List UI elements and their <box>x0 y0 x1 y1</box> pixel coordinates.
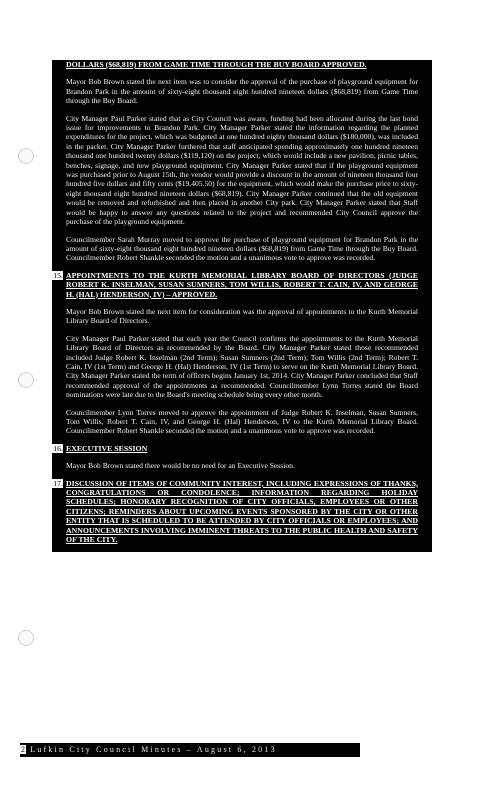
page-footer <box>20 743 360 757</box>
punch-hole-bottom <box>18 630 34 646</box>
item-16-heading <box>53 443 418 453</box>
item-15-number: 15. <box>47 271 63 280</box>
footer-text: Lufkin City Council Minutes – August 6, 2013 <box>30 745 277 754</box>
punch-hole-top <box>18 148 34 164</box>
item-14-paragraph: Councilmember Sarah Murray moved to approve the purchase of playground equipment for Brandon Park in the amount of sixty-eight thousand eight hundred nineteen dollars ($68,819) from Game Time through the Buy Board. Councilmember Robert Shankle seconded the motion and a unanimous vote to approve was recorded. <box>66 234 418 263</box>
item-17-title: DISCUSSION OF ITEMS OF COMMUNITY INTEREST, INCLUDING EXPRESSIONS OF THANKS, CONGRATULATIONS OR CONDOLENCE; INFORMATION REGARDING HOLIDAY SCHEDULES; HONORARY RECOGNITION OF CITY OFFICIALS, EMPLOYEES OR OTHER CITIZENS; REMINDERS ABOUT UPCOMING EVENTS SPONSORED BY THE CITY OR OTHER ENTITY THAT IS SCHEDULED TO BE ATTENDED BY CITY OFFICIALS OR EMPLOYEES; AND ANNOUNCEMENTS INVOLVING IMMINENT THREATS TO THE PUBLIC HEALTH AND SAFETY OF THE CITY. <box>66 478 418 545</box>
item-15-paragraph: Mayor Bob Brown stated the next item for consideration was the approval of appointments to the Kurth Memorial Library Board of Directors. <box>66 306 418 326</box>
item-15-title: APPOINTMENTS TO THE KURTH MEMORIAL LIBRARY BOARD OF DIRECTORS (JUDGE ROBERT K. INSELMAN, SUSAN SUMNERS, TOM WILLIS, ROBERT T. CAIN, IV, AND GEORGE H. (HAL) HENDERSON, IV) – APPROVED. <box>66 270 418 299</box>
minutes-page <box>52 60 432 552</box>
item-16-number: 16. <box>47 444 63 453</box>
punch-hole-middle <box>18 372 34 388</box>
item-15-paragraph: City Manager Paul Parker stated that each year the Council confirms the appointments to the Kurth Memorial Library Board of Directors as recommended by the Board. City Manager Parker stated those recommended included Judge Robert K. Inselman (2nd Term); Susan Sumners (2nd Term); Tom Willis (2nd Term); Robert T. Cain, IV (1st Term) and George H. (Hal) Henderson, IV (1st Term) to serve on the Kurth Memorial Library Board. City Manager Parker stated the term of officers begins January 1st, 2014. City Manager Parker concluded that Staff recommended approval of the appointments as recommended. Councilmember Lynn Torres stated the Board nominations were late due to the Board's meeting schedule being every other month. <box>66 333 418 400</box>
item-14-heading-continued: DOLLARS ($68,819) FROM GAME TIME THROUGH THE BUY BOARD APPROVED. <box>66 60 367 69</box>
item-15-paragraph: Councilmember Lynn Torres moved to approve the appointment of Judge Robert K. Inselman, Susan Sumners, Tom Willis, Robert T. Cain, IV, and George H. (Hal) Henderson, IV to the Kurth Memorial Library Board. Councilmember Robert Shankle seconded the motion and a unanimous vote to approve was recorded. <box>66 407 418 436</box>
item-17-heading <box>53 478 418 545</box>
item-16-paragraph: Mayor Bob Brown stated there would be no need for an Executive Session. <box>66 461 295 471</box>
item-16-title: EXECUTIVE SESSION <box>66 443 148 453</box>
item-15-heading <box>53 270 418 299</box>
item-14-paragraph: Mayor Bob Brown stated the next item was to consider the approval of the purchase of playground equipment for Brandon Park in the amount of sixty-eight thousand eight hundred nineteen dollars ($68,819) from Game Time through the Buy Board. <box>66 77 418 106</box>
item-14-paragraph: City Manager Paul Parker stated that as City Council was aware, funding had been allocated during the last bond issue for improvements to Brandon Park. City Manager Parker stated the information regarding the planned expenditures for the project, which was budgeted at one hundred eighty thousand dollars ($180,000), was included in the packet. City Manager Parker furthered that staff anticipated spending approximately one hundred nineteen thousand one hundred twenty dollars ($119,120) on the project, which would include a new pavilion, picnic tables, benches, signage, and new playground equipment. City Manager Parker stated that if the playground equipment was purchased prior to August 15th, the vendor would provide a discount in the amount of nineteen thousand four hundred five dollars and fifty cents ($19,405.50) for the equipment, which would make the purchase price to sixty-eight thousand eight hundred nineteen dollars ($68,819). City Manager Parker continued that the old equipment would be removed and refurbished and then placed in another City park. City Manager Parker stated that Staff would be happy to answer any questions related to the project and recommended City Council approve the purchase of the playground equipment. <box>66 113 418 227</box>
item-17-number: 17. <box>47 479 63 488</box>
page-number: 2 <box>21 745 25 754</box>
